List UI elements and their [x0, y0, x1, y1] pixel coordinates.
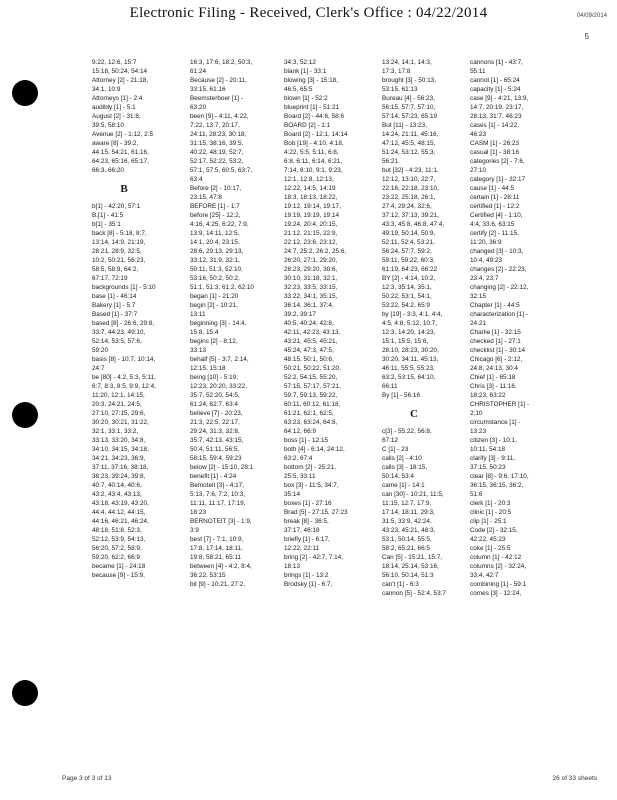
- word-index: [92, 58, 604, 758]
- index-entry: 16:3, 17:6, 18:2, 50:3, 61:24: [190, 59, 253, 75]
- index-entry: Board [2] - 44:6, 58:6: [284, 113, 345, 120]
- index-entry: Chris [3] - 11:16, 18:23, 63:22: [470, 383, 517, 399]
- index-entry: clear [8] - 9:6, 17:10, 36:15, 36:15, 36:2, 51:6: [470, 473, 529, 498]
- index-entry: be [80] - 4:2, 5:3, 5:11, 6:7, 8:3, 8:5, 9:9, 12:4, 11:20, 12:1, 14:15, 20:3, 24:21, 24:5, 27:10, 27:15, 29:6, 30:20, 30:21, 31:22, 32:1, 33:1, 33:2, 33:13, 33:20, 34:8, 34:10, 34:15, 34:18, 34:21, 34:23, 36:9, 37:11, 37:16, 38:18, 38:23, 39:24, 39:8, 40:7, 40:14, 40:6, 43:2, 43:4, 43:13, 43:18, 43:19, 43:20, 44:4, 44:12, 44:15, 44:16, 46:21, 46:24, 48:18, 51:8, 52:3, 52:12, 53:9, 54:13, 56:20, 57:2, 58:9, 59:20, 62:2, 66:9: [92, 374, 156, 561]
- index-entry: Before [2] - 10:17, 23:15, 47:8: [190, 185, 242, 201]
- index-entry: b[1] - 35:1: [92, 221, 121, 228]
- index-entry: Board [2] - 12:1, 14:14: [284, 131, 348, 138]
- index-entry: calls [3] - 18:15, 50:14, 53:4: [382, 464, 428, 480]
- index-entry: based [8] - 26:6, 29:8, 33:7, 44:23, 49:10, 52:14, 53:5, 57:6, 59:20: [92, 320, 155, 354]
- index-entry: Charlie [1] - 32:15: [470, 329, 521, 336]
- index-entry: 9:22, 12:6, 15:7: [92, 59, 137, 66]
- index-entry: 40:5, 40:24, 42:8, 42:11, 42:23, 43:13, 43:21, 45:5, 45:21, 45:24, 47:3, 47:5, 48:15, 50:1, 50:6, 50:21, 50:22, 51:20, 52:2, 54:15, 55:20, 57:15, 57:17, 57:21, 59:7, 59:13, 59:22, 60:11, 60:12, 61:18, 61:21, 62:1, 62:5, 63:23, 63:24, 64:8, 64:12, 66:9: [284, 320, 341, 435]
- index-entry: benefit [1] - 4:24: [190, 473, 237, 480]
- index-entry: Chicago [6] - 2:12, 24:8, 24:13, 30:4: [470, 356, 523, 372]
- index-entry: CHRISTOPHER [1] - 2:10: [470, 401, 530, 417]
- index-entry: below [2] - 15:10, 28:1: [190, 464, 254, 471]
- index-entry: column [1] - 42:12: [470, 554, 522, 561]
- index-column-1: [92, 58, 156, 758]
- index-entry: C [1] - 23: [382, 446, 409, 453]
- page-number: 5: [584, 32, 589, 41]
- index-entry: brings [1] - 13:2: [284, 572, 329, 579]
- index-entry: believe [7] - 20:23, 21:3, 22:5, 22:17, 29:24, 31:3, 32:8, 35:7, 42:13, 43:15, 50:4, 51:11, 56:5, 58:15, 59:4, 59:23: [190, 410, 244, 462]
- index-entry: 34:3, 52:12: [284, 59, 316, 66]
- index-entry: between [4] - 4:2, 8:4, 36:22, 53:15: [190, 563, 252, 579]
- index-column-3: [284, 58, 348, 758]
- index-entry: by [19] - 3:3, 4:1, 4:4, 4:5, 4:8, 5:12, 10:7, 12:3, 14:20, 14:23, 15:1, 15:5, 15:6, 28:10, 28:23, 30:20, 30:20, 34:11, 45:13, 46:11, 55:5, 55:23, 63:2, 53:15, 64:10, 66:11: [382, 311, 443, 390]
- index-entry: case [9] - 4:21, 13:9, 14:7, 20:19, 23:17, 28:13, 31:7, 46:23: [470, 95, 529, 120]
- index-entry: blank [1] - 33:1: [284, 68, 327, 75]
- index-entry: Based [1] - 37:7: [92, 311, 138, 318]
- index-entry: Bureau [4] - 56:23, 56:15, 57:7, 57:10, 57:14, 57:23, 65:19: [382, 95, 438, 120]
- index-entry: audibly [1] - 5:1: [92, 104, 136, 111]
- index-entry: certified [1] - 12:2: [470, 203, 520, 210]
- index-entry: but [32] - 4:23, 11:1, 12:12, 13:10, 22:7, 22:16, 22:18, 23:10, 23:22, 25:18, 26:1, 27:4, 29:24, 32:6, 37:12, 37:13, 39:21, 43:3, 45:8, 46:8, 47:4, 49:19, 50:14, 50:9, 52:11, 52:4, 53:21, 56:24, 57:7, 59:2, 59:11, 59:22, 60:3, 61:19, 64:23, 66:22: [382, 167, 445, 273]
- index-entry: Chief [1] - 65:18: [470, 374, 516, 381]
- index-entry: cannot [1] - 65:24: [470, 77, 520, 84]
- filing-banner: Electronic Filing - Received, Clerk's Office : 04/22/2014: [129, 5, 488, 21]
- index-entry: category [1] - 32:17: [470, 176, 526, 183]
- date-stamp: 04/09/2014: [576, 13, 607, 19]
- index-entry: because [9] - 15:9,: [92, 572, 145, 579]
- index-entry: break [8] - 36:5, 37:17, 46:18: [284, 518, 329, 534]
- index-entry: BY [2] - 4:14, 10:2, 12:3, 35:14, 35:1, 50:22, 53:1, 54:1, 53:22, 54:2, 65:9: [382, 275, 436, 309]
- index-column-5: [470, 58, 534, 758]
- index-entry: comes [3] - 12:24,: [470, 590, 522, 597]
- index-entry: 18:3, 18:13, 18:22, 19:12, 19:14, 19:17, 19:19, 19:19, 19:14: [284, 194, 341, 219]
- index-entry: Attorney [2] - 21:18, 34:1, 10:9: [92, 77, 149, 93]
- index-entry: box [3] - 11:5, 34:7, 35:14: [284, 482, 339, 498]
- index-entry: changing [2] - 22:12, 32:15: [470, 284, 529, 300]
- index-entry: But [11] - 13:23, 14:24, 21:11, 45:16, 47:12, 45:5, 48:15, 51:24, 53:12, 55:3, 56:21: [382, 122, 439, 165]
- index-entry: changes [2] - 22:23, 23:4, 23:7: [470, 266, 527, 282]
- index-entry: backgrounds [1] - 5:10: [92, 284, 156, 291]
- index-entry: Attorneys [1] - 2:4: [92, 95, 143, 102]
- index-entry: cannon [5] - 52:4, 53:7: [382, 590, 446, 597]
- index-entry: Can [5] - 15:21, 15:7, 18:14, 25:14, 53:16, 56:10, 50:14, 51:3: [382, 554, 443, 579]
- index-entry: b[1] - 42:20, 57:1: [92, 203, 141, 210]
- index-entry: CASM [1] - 26:23: [470, 140, 520, 147]
- index-entry: 13:24, 14:1, 14:3, 17:3, 17:8: [382, 59, 432, 75]
- index-entry: bring [2] - 42:7, 7:14, 18:13: [284, 554, 343, 570]
- index-entry: By [1] - 56:16: [382, 392, 421, 399]
- index-entry: certain [1] - 28:11: [470, 194, 520, 201]
- index-entry: behalf [5] - 3:7, 2:14, 12:15, 15:18: [190, 356, 249, 372]
- index-entry: characterization [1] - 24:21: [470, 311, 528, 327]
- index-entry: Bakery [1] - 5:7: [92, 302, 136, 309]
- index-column-2: [190, 58, 254, 758]
- index-entry: aware [8] - 39:2, 44:15, 54:21, 61:16, 64:23, 65:16, 65:17, 66:3, 66:20: [92, 140, 149, 174]
- index-entry: combining [1] - 59:1: [470, 581, 527, 588]
- index-entry: bit [9] - 10:21, 27:2,: [190, 581, 246, 588]
- index-entry: checklist [1] - 30:14: [470, 347, 526, 354]
- index-entry: citizen [3] - 10:1, 10:11, 54:18: [470, 437, 517, 453]
- index-entry: beginning [3] - 14:4, 15:8, 15:4: [190, 320, 247, 336]
- index-entry: bottom [2] - 25:21, 25:5, 33:11: [284, 464, 336, 480]
- index-entry: been [9] - 4:11, 4:22, 7:22, 13:7, 20:17, 24:11, 28:23, 30:18, 31:15, 38:16, 39:5, 40:22, 48:19, 52:7, 52:17, 52:22, 53:2, 57:1, 57:5, 60:5, 63:7, 63:4: [190, 113, 253, 183]
- index-entry: 19:24, 20:4, 20:15, 21:12, 21:15, 22:9, 22:12, 23:6, 23:12, 24:7, 25:2, 26:2, 25:6, 26:20, 27:1, 29:20, 28:23, 29:20, 30:6, 30:10, 31:18, 32:1, 32:23, 33:5, 33:15, 33:22, 34:1, 35:15, 36:14, 36:1, 37:4, 39:2, 39:17: [284, 221, 347, 318]
- index-entry: BEFORE [1] - 1:7: [190, 203, 240, 210]
- index-entry: checked [1] - 27:1: [470, 338, 521, 345]
- index-entry: begin [2] - 10:21, 13:11: [190, 302, 238, 318]
- index-entry: boss [1] - 12:15: [284, 437, 329, 444]
- index-entry: columns [2] - 32:24, 33:4, 42:7: [470, 563, 527, 579]
- index-entry: begins [2] - 8:12, 33:13: [190, 338, 238, 354]
- index-entry: blown [1] - 52:2: [284, 95, 328, 102]
- index-entry: Brad [5] - 27:15, 27:23: [284, 509, 348, 516]
- index-entry: boxes [1] - 27:16: [284, 500, 332, 507]
- index-entry: B.[1] - 41:5: [92, 212, 124, 219]
- punch-hole-middle: [12, 402, 38, 428]
- index-entry: brought [3] - 50:13, 53:15, 61:13: [382, 77, 437, 93]
- index-entry: calls [2] - 4:10: [382, 455, 422, 462]
- punch-hole-bottom: [12, 680, 38, 706]
- index-entry: before [25] - 12:2, 4:16, 4:25, 6:22, 7:9, 13:9, 14:11, 12:5, 14:1, 20:4, 23:15, 28:6, 29:13, 29:13, 33:12, 31:9, 32:1, 50:11, 51:3, 52:10, 53:16, 50:2, 50:2, 51:1, 51:3, 61:2, 62:10: [190, 212, 254, 291]
- index-entry: circumstance [1] - 13:23: [470, 419, 521, 435]
- index-entry: BOARD [2] - 1:1: [284, 122, 331, 129]
- index-entry: August [2] - 31:8, 39:5, 58:10: [92, 113, 141, 129]
- index-section-letter: B: [120, 183, 128, 195]
- index-entry: can [30] - 10:21, 11:5, 11:15, 12:7, 17:9, 17:14, 18:11, 29:3, 31:5, 33:9, 42:24, 43:23, 45:21, 48:3, 53:1, 50:14, 55:5, 58:2, 65:21, 66:5: [382, 491, 444, 552]
- index-entry: clip [1] - 25:1: [470, 518, 507, 525]
- index-entry: can't [1] - 6:3: [382, 581, 419, 588]
- index-entry: Because [2] - 20:11, 33:15, 61:16: [190, 77, 247, 93]
- index-entry: Avenue [2] - 1:12, 2:5: [92, 131, 153, 138]
- index-entry: Bemoteit [3] - 4:17, 5:13, 7:6, 7:2, 10:3, 11:11, 11:17, 17:19, 18:23: [190, 482, 246, 516]
- index-entry: Brodsky [1] - 6:7,: [284, 581, 333, 588]
- index-entry: certify [2] - 11:15, 11:20, 36:9: [470, 230, 519, 246]
- index-entry: Bob [19] - 4:10, 4:18, 4:22, 5:5, 5:11, 6:8, 6:8, 6:11, 6:14, 6:21, 7:14, 8:10, 9:1, 9:23, 12:1, 12:8, 12:13, 12:22, 14:5, 14:19: [284, 140, 344, 192]
- footer-page-info: Page 3 of 3 of 13: [62, 775, 112, 782]
- index-entry: briefly [1] - 6:17, 12:22, 22:11: [284, 536, 330, 552]
- index-entry: categories [2] - 7:6, 27:10: [470, 158, 525, 174]
- index-entry: came [1] - 14:1: [382, 482, 425, 489]
- index-entry: changed [3] - 10:3, 10:4, 49:23: [470, 248, 524, 264]
- index-entry: cases [1] - 14:22, 46:23: [470, 122, 520, 138]
- index-entry: became [1] - 24:18: [92, 563, 146, 570]
- index-entry: clinic [1] - 20:5: [470, 509, 512, 516]
- index-entry: Code [2] - 32:15, 42:22, 45:23: [470, 527, 518, 543]
- index-entry: being [10] - 5:19, 12:23, 20:20, 33:22, 35:7, 52:20, 54:5, 61:24, 62:7, 63:4: [190, 374, 247, 408]
- index-entry: Beemsterboer [1] - 63:20: [190, 95, 243, 111]
- index-entry: began [1] - 21:20: [190, 293, 239, 300]
- index-entry: base [1] - 46:14: [92, 293, 137, 300]
- index-entry: Certified [4] - 1:10, 4:4, 33:6, 63:15: [470, 212, 523, 228]
- punch-hole-top: [12, 80, 38, 106]
- index-entry: casual [1] - 38:16: [470, 149, 520, 156]
- index-entry: coke [1] - 25:5: [470, 545, 511, 552]
- index-entry: blowing [3] - 15:18, 46:5, 65:5: [284, 77, 338, 93]
- index-entry: clarify [3] - 9:11, 37:15, 50:23: [470, 455, 515, 471]
- index-entry: c[3] - 55:22, 56:8, 67:12: [382, 428, 432, 444]
- index-entry: capacity [1] - 5:24: [470, 86, 521, 93]
- index-entry: blueprint [1] - 51:21: [284, 104, 340, 111]
- index-section-letter: C: [410, 408, 418, 420]
- index-entry: best [7] - 7:1, 10:9, 17:8, 17:14, 18:11, 19:8, 58:21, 65:11: [190, 536, 244, 561]
- index-column-4: [382, 58, 446, 758]
- index-entry: back [8] - 5:18, 8:7, 13:14, 14:9, 21:19, 28:21, 28:9, 32:5, 10:2, 50:21, 56:23, 58:5, 58:9, 64:2, 67:17, 72:19: [92, 230, 147, 282]
- index-entry: BERNOTEIT [3] - 1:9, 3:9: [190, 518, 252, 534]
- index-entry: cannons [1] - 43:7, 55:11: [470, 59, 523, 75]
- index-entry: cause [1] - 44:5: [470, 185, 515, 192]
- footer-sheet-info: 26 of 33 sheets: [552, 775, 597, 782]
- index-entry: both [4] - 6:14, 24:12, 63:2, 67:4: [284, 446, 345, 462]
- index-entry: clerk [1] - 20:3: [470, 500, 511, 507]
- index-entry: basis [8] - 10:7, 10:14, 24:7: [92, 356, 156, 372]
- index-entry: 15:18, 50:24, 54:14: [92, 68, 148, 75]
- index-entry: Chapter [1] - 44:5: [470, 302, 520, 309]
